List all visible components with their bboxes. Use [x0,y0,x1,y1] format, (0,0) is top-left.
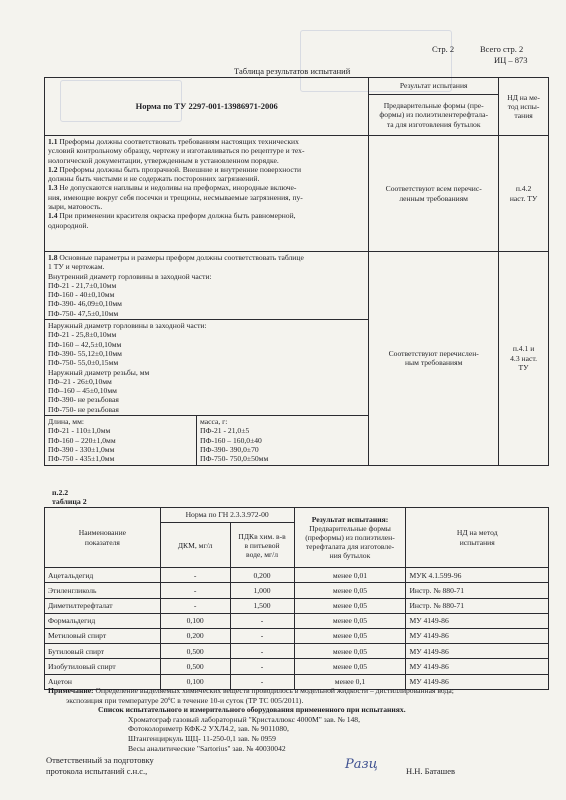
result-cell-2: Соответствуют перечислен- ным требованиям [369,252,499,466]
cell-name: Изобутиловый спирт [45,659,161,674]
cell-name: Формальдегид [45,613,161,628]
table-row [45,598,549,613]
cell-pdk: - [230,674,294,689]
h-pdk: ПДКв хим. в-в в питьевой воде, мг/л [230,523,294,568]
table-title: Таблица результатов испытаний [234,66,351,76]
cell-name: Диметилтерефталат [45,598,161,613]
nd-cell-2: п.4.1 и 4.3 наст. ТУ [499,252,549,466]
parameters-cell: 1.8 Основные параметры и размеры преформ должны соответствовать таблице 1 ТУ и чертежам. Внутренний диаметр горловины в заходной части: ПФ-21 - 21,7±0,10мм ПФ-160 - 40±0,10мм ПФ-390- 46,09±0,10мм ПФ-750- 47,5±0,10мм Наружный диаметр горловины в заходной части: ПФ-21 - 25,8±0,10мм ПФ-160 – 42,5±0,10мм ПФ-390- 55,12±0,10мм ПФ-750- 55,0±0,15мм Наружный диаметр резьбы, мм ПФ–21 - 26±0,10мм ПФ–160 – 45±0,10мм ПФ-390- не резьбовая ПФ-750- не резьбовая Длина, мм: ПФ-21 - 110±1,0мм ПФ-160 – 220±1,0мм ПФ-390 - 330±1,0мм ПФ-750 - 435±1,0мм масса, г: ПФ-21 - 21,0±5 ПФ-160 – 160,0±40 ПФ-390- 390,0±70 ПФ-750- 750,0±50мм [45,252,369,466]
cell-nd: МУК 4.1.599-96 [406,568,549,583]
cell-result: менее 0,05 [294,659,406,674]
h-name: Наименование показателя [45,508,161,568]
cell-name: Ацетон [45,674,161,689]
length-block: Длина, мм: ПФ-21 - 110±1,0мм ПФ-160 – 220±1,0мм ПФ-390 - 330±1,0мм ПФ-750 - 435±1,0мм [45,416,197,464]
total-pages: Всего стр. 2 [480,44,524,54]
cell-nd: Инстр. № 880-71 [406,598,549,613]
norm-header: Норма по ТУ 2297-001-13986971-2006 [45,78,369,136]
h-dkm: ДКМ, мг/л [160,523,230,568]
table-row [45,568,549,583]
cell-result: менее 0,05 [294,598,406,613]
h-norm: Норма по ГН 2.3.3.972-00 [160,508,294,523]
result-subheader: Предварительные формы (пре- формы) из полиэтилентерефтала- та для изготовления бутылок [369,95,499,136]
cell-name: Бутиловый спирт [45,644,161,659]
chemicals-table [44,507,549,690]
cell-name: Метиловый спирт [45,628,161,643]
page-number: Стр. 2 [432,44,455,54]
note-label: Примечание: [48,686,94,695]
responsible-line-2: протокола испытаний с.н.с., [46,766,148,776]
table-row [45,644,549,659]
cell-dkm: 0,200 [160,628,230,643]
cell-nd: МУ 4149-86 [406,674,549,689]
signature: Разц [345,757,378,772]
cell-nd: МУ 4149-86 [406,644,549,659]
protocol-number: ИЦ – 873 [494,55,528,65]
cell-pdk: 0,200 [230,568,294,583]
equipment-item: Фотоколориметр КФК-2 УХЛ4.2, зав. № 9011080, [128,724,289,734]
equipment-item: Хроматограф газовый лабораторный "Кристаллюкс 4000М" зав. № 148, [128,714,360,724]
cell-pdk: - [230,613,294,628]
h-nd: НД на метод испытания [406,508,549,568]
cell-pdk: 1,000 [230,583,294,598]
h-result: Результат испытания: Предварительные формы (преформы) из полиэтилен- терефталата для изготовле- ния бутылок [294,508,406,568]
cell-result: менее 0,05 [294,613,406,628]
cell-dkm: - [160,583,230,598]
result-header: Результат испытания [369,78,499,95]
cell-nd: Инстр. № 880-71 [406,583,549,598]
results-table [44,77,549,466]
note-line-2: экспозиция при температуре 20ºС в течение 10-и суток (ТР ТС 005/2011). [66,695,304,705]
table-row [45,628,549,643]
cell-pdk: - [230,644,294,659]
nd-cell: п.4.2 наст. ТУ [499,136,549,252]
cell-result: менее 0,01 [294,568,406,583]
cell-result: менее 0,05 [294,628,406,643]
cell-result: менее 0,1 [294,674,406,689]
cell-nd: МУ 4149-86 [406,628,549,643]
cell-nd: МУ 4149-86 [406,659,549,674]
cell-name: Ацетальдегид [45,568,161,583]
cell-dkm: 0,100 [160,613,230,628]
cell-pdk: - [230,628,294,643]
cell-dkm: - [160,598,230,613]
cell-result: менее 0,05 [294,583,406,598]
cell-nd: МУ 4149-86 [406,613,549,628]
cell-dkm: 0,100 [160,674,230,689]
table-row [45,613,549,628]
requirements-cell: 1.1 Преформы должны соответствовать требованиям настоящих технических условий контрольному образцу, чертежу и изготавливаться по рецептуре и тех- нологической документации, утвержденным в установленном порядке. 1.2 Преформы должны быть прозрачной. Внешние и внутренние поверхности должны быть чистыми и не содержать посторонних загрязнений. 1.3 Не допускаются наплывы и недоливы на преформах, инородные включе- ния, имеющие вокруг себя посечки и трещины, несмываемые загрязнения, пу- зыри, матовость. 1.4 При применении красителя окраска преформ должна быть равномерной, однородной. [45,136,369,252]
cell-dkm: - [160,568,230,583]
equipment-item: Весы аналитические "Sartorius" зав. № 40030042 [128,743,286,753]
nd-header: НД на ме- тод испы- тания [499,78,549,136]
signer-name: Н.Н. Баташев [406,766,456,776]
cell-dkm: 0,500 [160,659,230,674]
mass-block: масса, г: ПФ-21 - 21,0±5 ПФ-160 – 160,0±40 ПФ-390- 390,0±70 ПФ-750- 750,0±50мм [200,417,269,464]
result-cell: Соответствуют всем перечис- ленным требованиям [369,136,499,252]
table2-ref: п.2.2 [52,488,69,497]
cell-result: менее 0,05 [294,644,406,659]
equipment-title: Список испытательного и измерительного оборудования примененного при испытаниях. [98,705,406,715]
table-row [45,583,549,598]
cell-pdk: 1,500 [230,598,294,613]
cell-dkm: 0,500 [160,644,230,659]
cell-name: Этиленгликоль [45,583,161,598]
table2-title: таблица 2 [52,497,87,506]
equipment-item: Штангенциркуль ЩЦ- 11-250-0,1 зав. № 0959 [128,733,276,743]
table-row [45,659,549,674]
responsible-line-1: Ответственный за подготовку [46,755,154,765]
note-line-1: Определение выделяемых химических веществ проводилось в модельной жидкости – дистиллированная вода; [93,686,454,695]
note-block [48,686,553,753]
cell-pdk: - [230,659,294,674]
